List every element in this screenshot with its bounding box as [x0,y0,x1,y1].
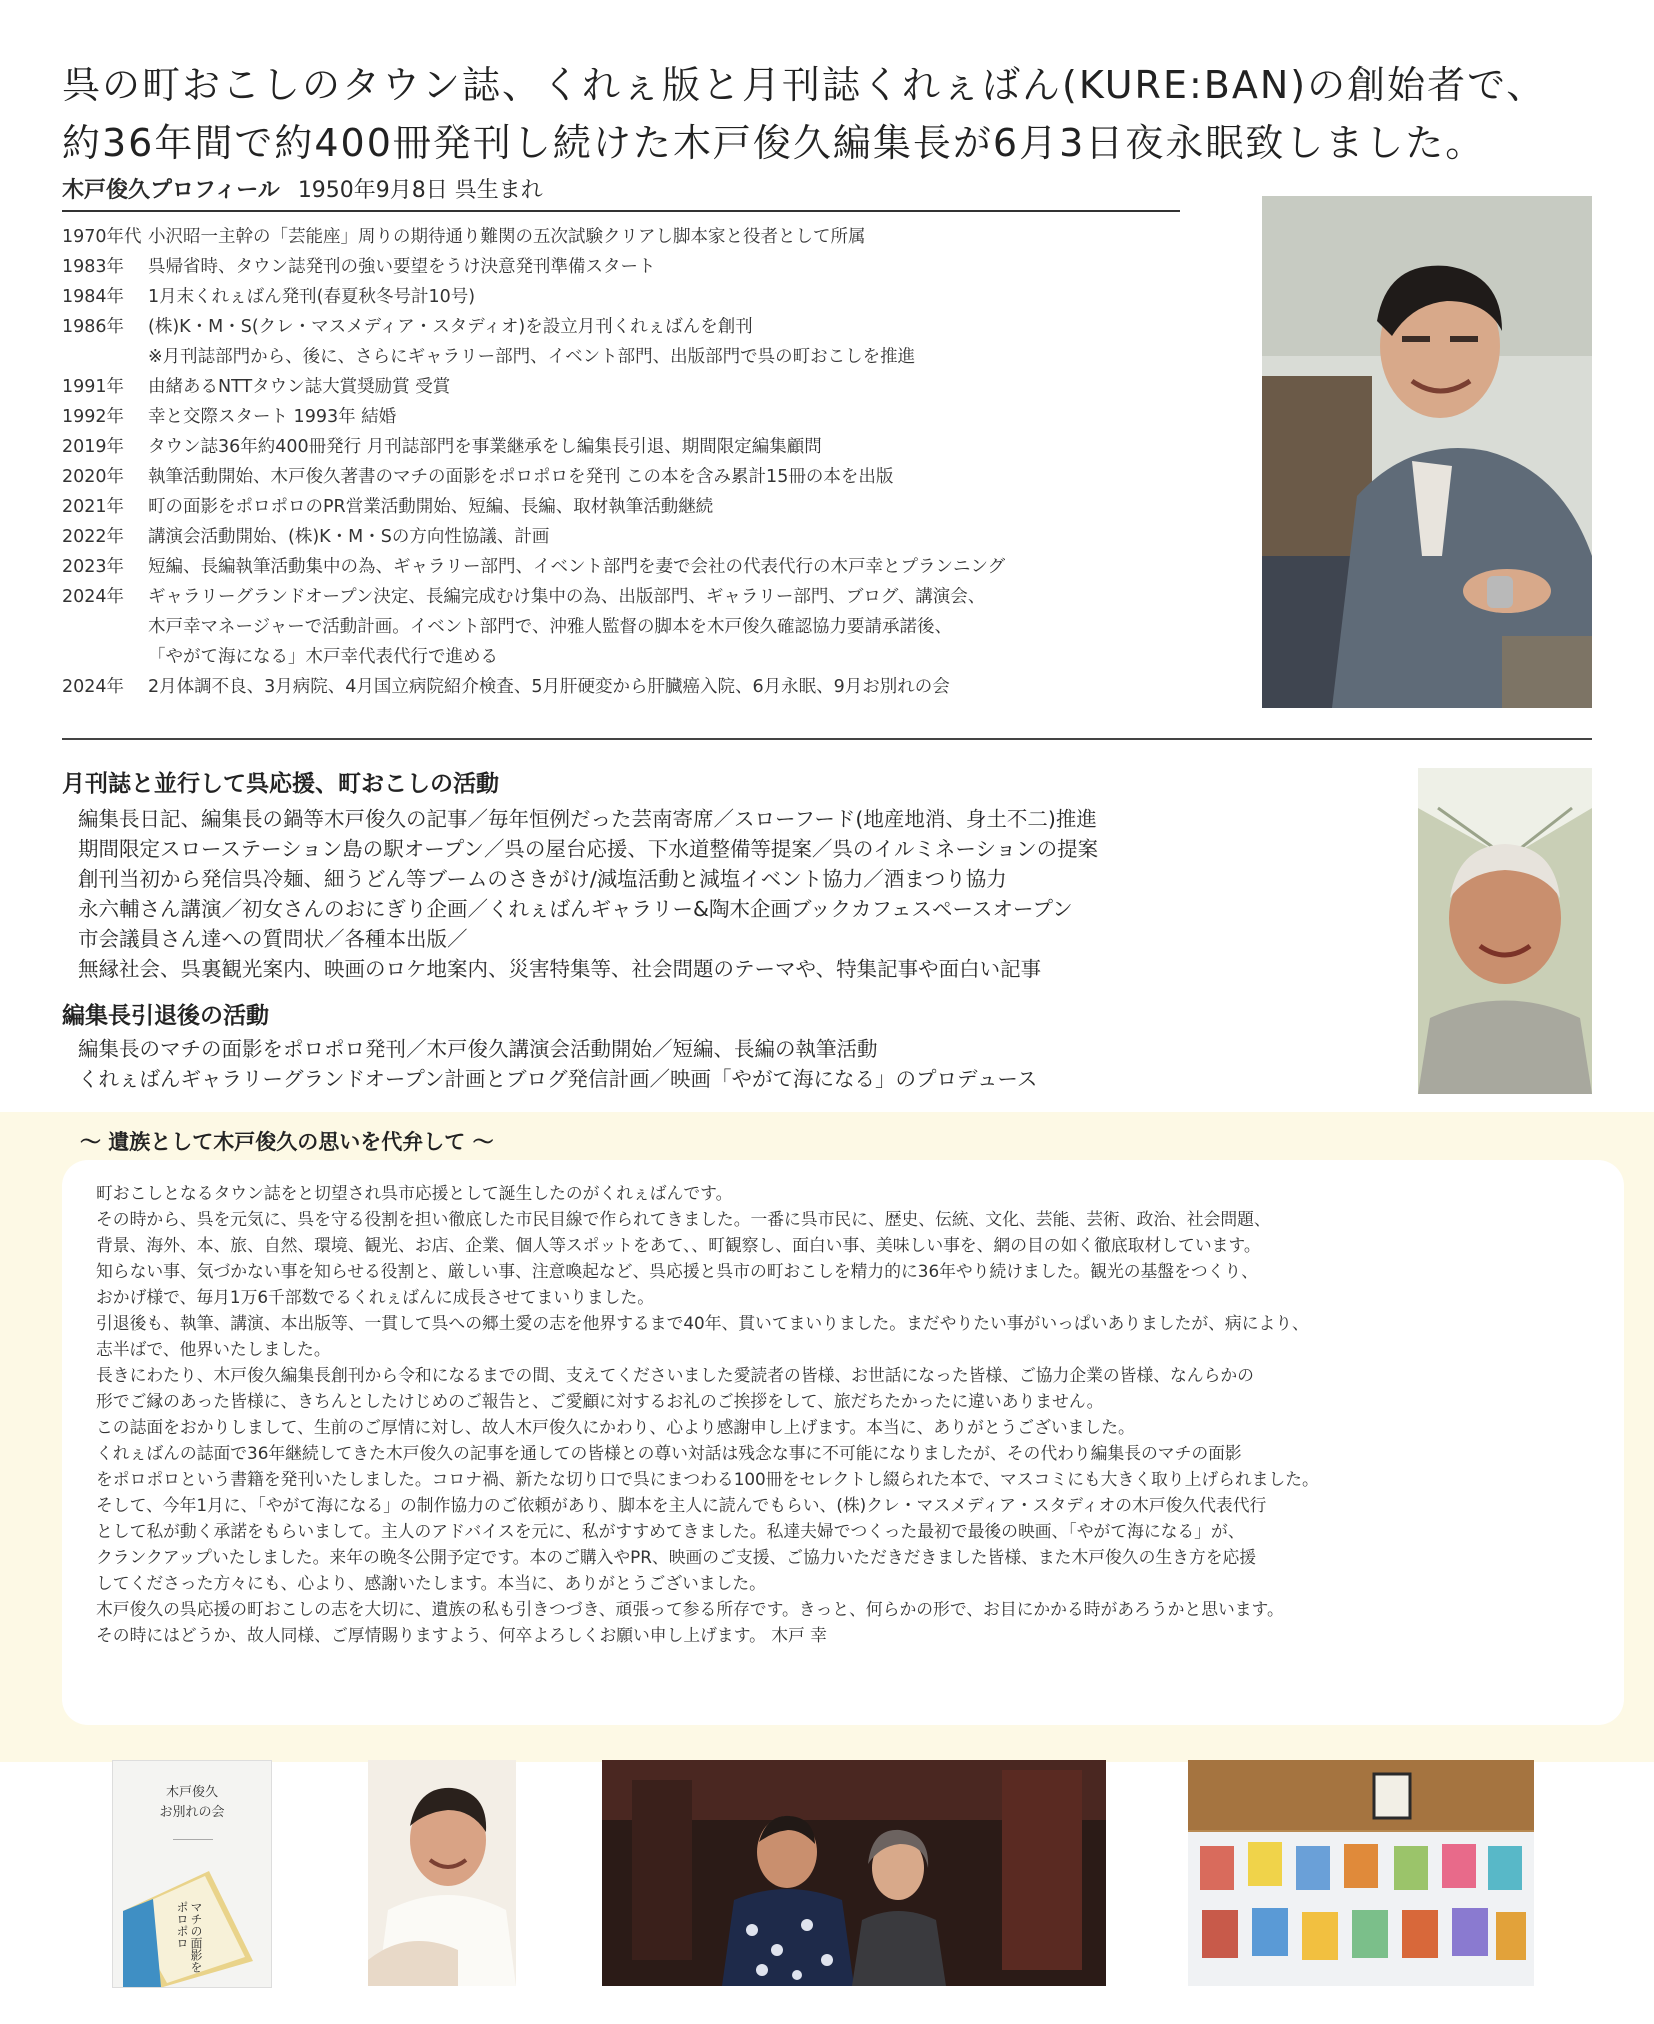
timeline-year: 1986年 [62,317,125,337]
profile-timeline [62,222,1262,702]
letter-line: おかげ様で、毎月1万6千部数でるくれぇばんに成長させてまいりました。 [96,1287,655,1307]
timeline-row [62,642,1262,672]
timeline-text: 小沢昭一主幹の「芸能座」周りの期待通り難関の五次試験クリアし脚本家と役者として所属 [148,227,866,247]
letter-line: 町おこしとなるタウン誌をと切望され呉市応援として誕生したのがくれぇばんです。 [96,1183,733,1203]
letter-line: として私が動く承諾をもらいまして。主人のアドバイスを元に、私がすすめてきました。私達夫婦でつくった最初で最後の映画、「やがて海になる」が、 [96,1521,1245,1541]
timeline-text: 幸と交際スタート 1993年 結婚 [148,407,397,427]
retirement-line: くれぇばんギャラリーグランドオープン計画とブログ発信計画／映画「やがて海になる」のプロデュース [78,1067,1038,1091]
profile-birth: 1950年9月8日 呉生まれ [297,178,543,203]
portrait-photo-older [1418,768,1592,1094]
timeline-text: 呉帰省時、タウン誌発刊の強い要望をうけ決意発刊準備スタート [148,257,656,277]
timeline-text: (株)K・M・S(クレ・マスメディア・スタディオ)を設立月刊くれぇばんを創刊 [148,317,753,337]
couple-photo [602,1760,1106,1986]
timeline-year [62,342,148,372]
headline-line: 呉の町おこしのタウン誌、くれぇ版と月刊誌くれぇばん(KURE:BAN)の創始者で、 [62,63,1547,107]
farewell-booklet-photo [112,1760,272,1988]
timeline-row [62,222,1262,252]
timeline-row [62,432,1262,462]
letter-line: 引退後も、執筆、講演、本出版等、一貫して呉への郷土愛の志を他界するまで40年、貫いてまいりました。まだやりたい事がいっぱいありましたが、病により、 [96,1313,1309,1333]
timeline-year: 1992年 [62,407,125,427]
letter-line: 木戸俊久の呉応援の町おこしの志を大切に、遺族の私も引きつづき、頑張って参る所存です。きっと、何らかの形で、お目にかかる時があろうかと思います。 [96,1599,1284,1619]
timeline-text: ※月刊誌部門から、後に、さらにギャラリー部門、イベント部門、出版部門で呉の町おこしを推進 [148,347,916,367]
booklet-title-line: 木戸俊久 [165,1785,218,1800]
letter-line: クランクアップいたしました。来年の晩冬公開予定です。本のご購入やPR、映画のご支援、ご協力いただきだきました皆様、また木戸俊久の生き方を応援 [96,1547,1257,1567]
timeline-text: 「やがて海になる」木戸幸代表代行で進める [148,647,498,667]
timeline-text: 執筆活動開始、木戸俊久著書のマチの面影をポロポロを発刊 この本を含み累計15冊の本を出版 [148,467,894,487]
activity-line: 市会議員さん達への質問状／各種本出版／ [78,927,468,951]
retirement-line: 編集長のマチの面影をポロポロ発刊／木戸俊久講演会活動開始／短編、長編の執筆活動 [78,1037,878,1061]
letter-line: この誌面をおかりしまして、生前のご厚情に対し、故人木戸俊久にかわり、心より感謝申し上げます。本当に、ありがとうございました。 [96,1417,1135,1437]
timeline-year: 2023年 [62,557,125,577]
timeline-year: 1983年 [62,257,125,277]
letter-line: してくださった方々にも、心より、感謝いたします。本当に、ありがとうございました。 [96,1573,766,1593]
letter-line: 長きにわたり、木戸俊久編集長創刊から令和になるまでの間、支えてくださいました愛読者の皆様、お世話になった皆様、ご協力企業の皆様、なんらかの [96,1365,1254,1385]
timeline-row [62,672,1262,702]
letter-line: 志半ばで、他界いたしました。 [96,1339,331,1359]
timeline-year: 2022年 [62,527,125,547]
activities-list [78,804,1098,984]
timeline-year [62,642,148,672]
activity-line: 期間限定スローステーション島の駅オープン／呉の屋台応援、下水道整備等提案／呉のイルミネーションの提案 [78,837,1099,861]
letter-line: くれぇばんの誌面で36年継続してきた木戸俊久の記事を通しての皆様との尊い対話は残念な事に不可能になりましたが、その代わり編集長のマチの面影 [96,1443,1242,1463]
timeline-text: 短編、長編執筆活動集中の為、ギャラリー部門、イベント部門を妻で会社の代表代行の木戸幸とプランニング [148,557,1006,577]
portrait-photo-young [1262,196,1592,708]
timeline-row [62,582,1262,612]
timeline-text: 木戸幸マネージャーで活動計画。イベント部門で、沖雅人監督の脚本を木戸俊久確認協力要請承諾後、 [148,617,952,637]
letter-line: その時にはどうか、故人同様、ご厚情賜りますよう、何卒よろしくお願い申し上げます。 木戸 幸 [96,1625,827,1645]
profile-heading [62,176,1180,212]
headline [62,56,1602,172]
letter-line: そして、今年1月に、「やがて海になる」の制作協力のご依頼があり、脚本を主人に読んでもらい、(株)クレ・マスメディア・スタディオの木戸俊久代表代行 [96,1495,1267,1515]
activities-title: 月刊誌と並行して呉応援、町おこしの活動 [62,771,499,797]
timeline-row [62,282,1262,312]
tribute-letter [96,1180,1616,1648]
timeline-row [62,372,1262,402]
section-divider [62,738,1592,740]
timeline-row [62,252,1262,282]
booklet-book-title: マチの面影をポロポロ [175,1901,203,1973]
letter-line: 形でご縁のあった皆様に、きちんとしたけじめのご報告と、ご愛顧に対するお礼のご挨拶をして、旅だちたかったに違いありません。 [96,1391,1104,1411]
timeline-year: 2019年 [62,437,125,457]
timeline-year: 2021年 [62,497,125,517]
tribute-title: 〜 遺族として木戸俊久の思いを代弁して 〜 [80,1130,494,1154]
smiling-portrait-photo [368,1760,516,1986]
timeline-row [62,552,1262,582]
booklet-title-line: お別れの会 [159,1805,225,1820]
timeline-year: 1970年代 [62,227,142,247]
activity-line: 永六輔さん講演／初女さんのおにぎり企画／くれぇばんギャラリー&陶木企画ブックカフェスペースオープン [78,897,1073,921]
timeline-year: 2024年 [62,677,125,697]
timeline-text: 2月体調不良、3月病院、4月国立病院紹介検査、5月肝硬変から肝臓癌入院、6月永眠、9月お別れの会 [148,677,950,697]
timeline-row [62,492,1262,522]
activity-line: 創刊当初から発信呉冷麺、細うどん等ブームのさきがけ/減塩活動と減塩イベント協力／酒まつり協力 [78,867,1007,891]
timeline-year [62,612,148,642]
letter-line: 背景、海外、本、旅、自然、環境、観光、お店、企業、個人等スポットをあて、、町観察し、面白い事、美味しい事を、網の目の如く徹底取材しています。 [96,1235,1261,1255]
retirement-title: 編集長引退後の活動 [62,1003,269,1029]
timeline-text: タウン誌36年約400冊発行 月刊誌部門を事業継承をし編集長引退、期間限定編集顧問 [148,437,822,457]
timeline-row [62,462,1262,492]
retirement-list [78,1034,1037,1094]
timeline-year: 1991年 [62,377,125,397]
timeline-row [62,522,1262,552]
headline-line: 約36年間で約400冊発刊し続けた木戸俊久編集長が6月3日夜永眠致しました。 [62,121,1486,165]
letter-line: 知らない事、気づかない事を知らせる役割と、厳しい事、注意喚起など、呉応援と呉市の町おこしを精力的に36年やり続けました。観光の基盤をつくり、 [96,1261,1258,1281]
magazine-gallery-photo [1188,1760,1534,1986]
timeline-text: ギャラリーグランドオープン決定、長編完成むけ集中の為、出版部門、ギャラリー部門、ブログ、講演会、 [148,587,986,607]
letter-line: その時から、呉を元気に、呉を守る役割を担い徹底した市民目線で作られてきました。一番に呉市民に、歴史、伝統、文化、芸能、芸術、政治、社会問題、 [96,1209,1271,1229]
timeline-year: 2020年 [62,467,125,487]
profile-title: 木戸俊久プロフィール [62,178,280,203]
timeline-text: 講演会活動開始、(株)K・M・Sの方向性協議、計画 [148,527,550,547]
activity-line: 編集長日記、編集長の鍋等木戸俊久の記事／毎年恒例だった芸南寄席／スローフード(地産地消、身土不二)推進 [78,807,1097,831]
timeline-text: 町の面影をポロポロのPR営業活動開始、短編、長編、取材執筆活動継続 [148,497,714,517]
timeline-row [62,612,1262,642]
timeline-year: 1984年 [62,287,125,307]
timeline-row [62,402,1262,432]
timeline-text: 1月末くれぇばん発刊(春夏秋冬号計10号) [148,287,476,307]
timeline-row [62,312,1262,342]
activity-line: 無縁社会、呉裏観光案内、映画のロケ地案内、災害特集等、社会問題のテーマや、特集記事や面白い記事 [78,957,1042,981]
timeline-row [62,342,1262,372]
timeline-text: 由緒あるNTTタウン誌大賞奨励賞 受賞 [148,377,451,397]
timeline-year: 2024年 [62,587,125,607]
letter-line: をポロポロという書籍を発刊いたしました。コロナ禍、新たな切り口で呉にまつわる100冊をセレクトし綴られた本で、マスコミにも大きく取り上げられました。 [96,1469,1319,1489]
